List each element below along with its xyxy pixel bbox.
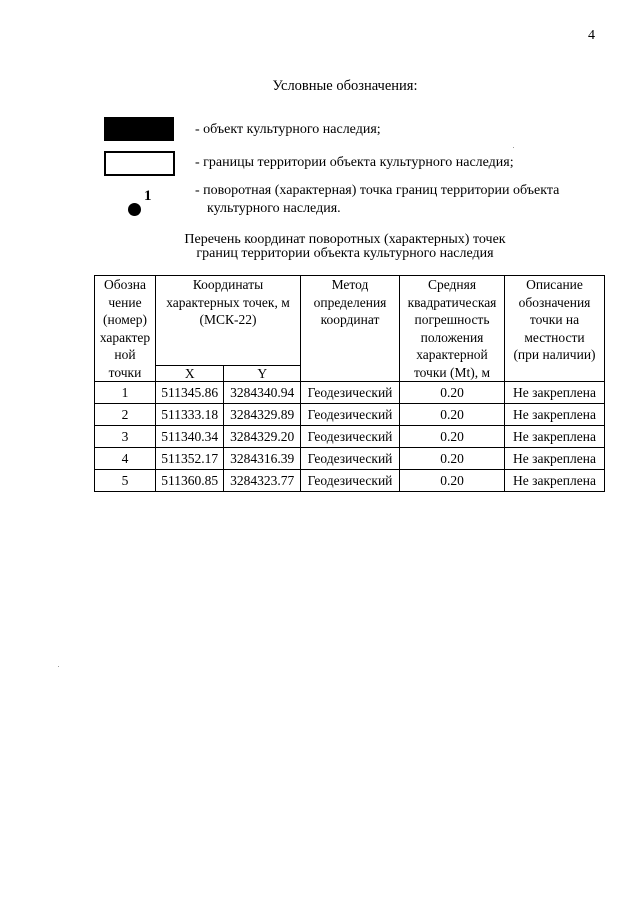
cell-mt: 0.20 [400,426,505,448]
legend-item-turning-point [195,182,615,218]
cell-num: 4 [95,448,156,470]
cell-mt: 0.20 [400,470,505,492]
table-row [95,382,605,404]
cell-x: 511340.34 [156,426,224,448]
cell-y: 3284323.77 [224,470,301,492]
heritage-object-swatch [104,117,174,141]
header-description: Описание обозначения точки на местности (при наличии) [505,276,605,382]
territory-boundary-swatch [104,151,175,176]
cell-x: 511352.17 [156,448,224,470]
cell-method: Геодезический [301,382,400,404]
table-caption-line1: Перечень координат поворотных (характерных) точек [184,232,506,247]
coordinates-table [94,275,605,492]
cell-method: Геодезический [301,426,400,448]
cell-desc: Не закреплена [505,404,605,426]
header-mean-error: Средняя квадратическая погрешность положения характерной точки (Mt), м [400,276,505,382]
cell-method: Геодезический [301,448,400,470]
cell-mt: 0.20 [400,448,505,470]
turning-point-label: 1 [144,188,152,204]
legend-item-heritage-object: - объект культурного наследия; [195,122,381,137]
header-y: Y [224,366,301,382]
cell-desc: Не закреплена [505,426,605,448]
header-coordinates: Координаты характерных точек, м (МСК-22) [156,276,301,366]
table-row [95,426,605,448]
cell-num: 5 [95,470,156,492]
cell-y: 3284340.94 [224,382,301,404]
cell-y: 3284316.39 [224,448,301,470]
header-method: Метод определения координат [301,276,400,382]
cell-y: 3284329.89 [224,404,301,426]
cell-num: 1 [95,382,156,404]
cell-mt: 0.20 [400,404,505,426]
scan-speck [513,147,514,148]
turning-point-icon [128,203,141,216]
cell-x: 511360.85 [156,470,224,492]
cell-desc: Не закреплена [505,382,605,404]
table-row [95,448,605,470]
legend-item-turning-point-line1: - поворотная (характерная) точка границ территории объекта [195,183,560,198]
header-x: X [156,366,224,382]
cell-x: 511345.86 [156,382,224,404]
page-number: 4 [588,28,595,43]
cell-mt: 0.20 [400,382,505,404]
cell-x: 511333.18 [156,404,224,426]
legend-item-turning-point-line2: культурного наследия. [207,201,341,216]
table-row [95,404,605,426]
legend-title: Условные обозначения: [272,78,418,94]
cell-y: 3284329.20 [224,426,301,448]
table-caption [0,233,640,261]
table-row [95,470,605,492]
cell-num: 2 [95,404,156,426]
table-caption-line2: границ территории объекта культурного наследия [196,246,494,261]
cell-desc: Не закреплена [505,448,605,470]
cell-num: 3 [95,426,156,448]
legend-item-territory-boundary: - границы территории объекта культурного наследия; [195,155,514,170]
cell-method: Геодезический [301,470,400,492]
header-point-number: Обозна чение (номер) характер ной точки [95,276,156,382]
cell-desc: Не закреплена [505,470,605,492]
cell-method: Геодезический [301,404,400,426]
scan-speck [58,666,59,667]
